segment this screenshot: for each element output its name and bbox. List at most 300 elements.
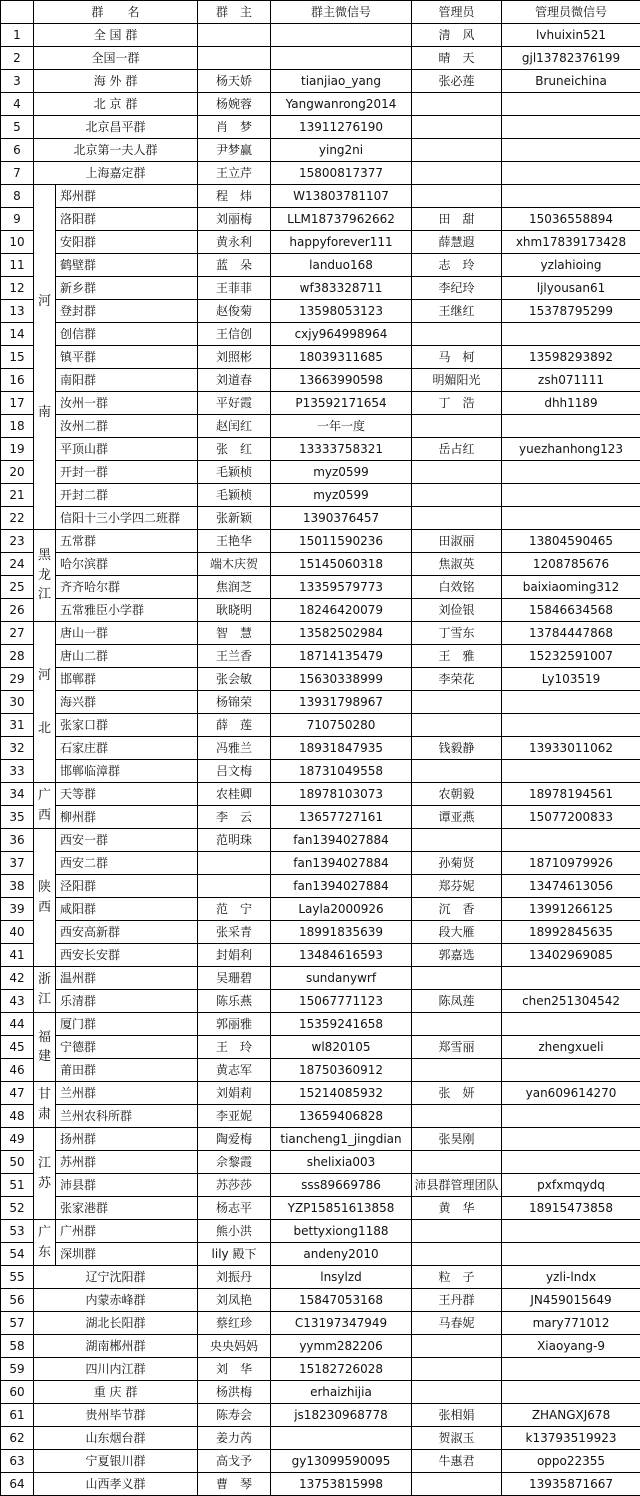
- group-owner: 曹 琴: [198, 1473, 271, 1496]
- owner-wechat-id: myz0599: [271, 461, 412, 484]
- owner-wechat-id: 18991835639: [271, 921, 412, 944]
- admin-name: 薛慧遐: [412, 231, 502, 254]
- table-row: [1, 369, 640, 392]
- table-row: [1, 323, 640, 346]
- group-name: 兰州农科所群: [56, 1105, 198, 1128]
- row-number: 19: [1, 438, 34, 461]
- owner-wechat-id: myz0599: [271, 484, 412, 507]
- row-number: 17: [1, 392, 34, 415]
- table-row: [1, 1289, 640, 1312]
- row-number: 9: [1, 208, 34, 231]
- admin-name: 郭嘉选: [412, 944, 502, 967]
- owner-wechat-id: 15359241658: [271, 1013, 412, 1036]
- owner-wechat-id: sundanywrf: [271, 967, 412, 990]
- owner-wechat-id: 18931847935: [271, 737, 412, 760]
- row-number: 59: [1, 1358, 34, 1381]
- group-name: 北京昌平群: [34, 116, 198, 139]
- group-owner: 程 炜: [198, 185, 271, 208]
- row-number: 1: [1, 24, 34, 47]
- owner-wechat-id: Yangwanrong2014: [271, 93, 412, 116]
- admin-name: [412, 829, 502, 852]
- row-number: 12: [1, 277, 34, 300]
- row-number: 56: [1, 1289, 34, 1312]
- row-number: 10: [1, 231, 34, 254]
- table-row: [1, 24, 640, 47]
- admin-name: 明媚阳光: [412, 369, 502, 392]
- row-number: 2: [1, 47, 34, 70]
- admin-name: [412, 1473, 502, 1496]
- admin-wechat-id: 1208785676: [502, 553, 640, 576]
- admin-wechat-id: [502, 1358, 640, 1381]
- group-name: 内蒙赤峰群: [34, 1289, 198, 1312]
- owner-wechat-id: sss89669786: [271, 1174, 412, 1197]
- admin-name: 焦淑英: [412, 553, 502, 576]
- admin-name: 孙菊贤: [412, 852, 502, 875]
- admin-wechat-id: [502, 1105, 640, 1128]
- table-row: [1, 645, 640, 668]
- admin-name: 白效铭: [412, 576, 502, 599]
- table-row: [1, 1036, 640, 1059]
- row-number: 29: [1, 668, 34, 691]
- table-row: [1, 1381, 640, 1404]
- owner-wechat-id: [271, 1427, 412, 1450]
- group-owner: 王菲菲: [198, 277, 271, 300]
- row-number: 3: [1, 70, 34, 93]
- owner-wechat-id: 13582502984: [271, 622, 412, 645]
- group-owner: 杨洪梅: [198, 1381, 271, 1404]
- admin-name: 张相娟: [412, 1404, 502, 1427]
- group-name: 海兴群: [56, 691, 198, 714]
- group-name: 西安二群: [56, 852, 198, 875]
- table-row: [1, 254, 640, 277]
- owner-wechat-id: 1390376457: [271, 507, 412, 530]
- table-row: [1, 829, 640, 852]
- table-row: [1, 1059, 640, 1082]
- group-name: 咸阳群: [56, 898, 198, 921]
- row-number: 50: [1, 1151, 34, 1174]
- admin-name: 郑芬妮: [412, 875, 502, 898]
- group-owner: 黄志军: [198, 1059, 271, 1082]
- province-char: 西: [36, 898, 53, 918]
- owner-wechat-id: LLM18737962662: [271, 208, 412, 231]
- admin-name: [412, 185, 502, 208]
- admin-wechat-id: ljlyousan61: [502, 277, 640, 300]
- province-char: 江: [36, 1154, 53, 1174]
- group-name: 郑州群: [56, 185, 198, 208]
- admin-wechat-id: JN459015649: [502, 1289, 640, 1312]
- row-number: 5: [1, 116, 34, 139]
- row-number: 15: [1, 346, 34, 369]
- table-row: [1, 530, 640, 553]
- owner-wechat-id: YZP15851613858: [271, 1197, 412, 1220]
- row-number: 8: [1, 185, 34, 208]
- owner-wechat-id: [271, 47, 412, 70]
- admin-name: 李荣花: [412, 668, 502, 691]
- owner-wechat-id: 18714135479: [271, 645, 412, 668]
- province-char: 河: [36, 666, 53, 686]
- owner-wechat-id: C13197347949: [271, 1312, 412, 1335]
- group-owner: [198, 47, 271, 70]
- row-number: 63: [1, 1450, 34, 1473]
- row-number: 39: [1, 898, 34, 921]
- row-number: 62: [1, 1427, 34, 1450]
- group-owner: 农桂卿: [198, 783, 271, 806]
- header-admin: 管理员: [412, 1, 502, 24]
- table-row: [1, 1220, 640, 1243]
- admin-wechat-id: 13784447868: [502, 622, 640, 645]
- group-name: 广州群: [56, 1220, 198, 1243]
- admin-name: [412, 691, 502, 714]
- owner-wechat-id: cxjy964998964: [271, 323, 412, 346]
- group-name: 齐齐哈尔群: [56, 576, 198, 599]
- table-row: [1, 1082, 640, 1105]
- owner-wechat-id: 13663990598: [271, 369, 412, 392]
- table-row: [1, 553, 640, 576]
- admin-name: [412, 93, 502, 116]
- table-row: [1, 1404, 640, 1427]
- table-row: [1, 116, 640, 139]
- group-name: 唐山二群: [56, 645, 198, 668]
- table-row: [1, 185, 640, 208]
- admin-wechat-id: yan609614270: [502, 1082, 640, 1105]
- admin-wechat-id: 15077200833: [502, 806, 640, 829]
- admin-name: [412, 461, 502, 484]
- owner-wechat-id: gy13099590095: [271, 1450, 412, 1473]
- group-owner: 肖 梦: [198, 116, 271, 139]
- group-owner: 张会敏: [198, 668, 271, 691]
- group-name: 宁德群: [56, 1036, 198, 1059]
- table-row: [1, 1197, 640, 1220]
- table-row: [1, 852, 640, 875]
- admin-name: [412, 162, 502, 185]
- group-owner: 毛颖桢: [198, 484, 271, 507]
- group-owner: 刘 华: [198, 1358, 271, 1381]
- admin-wechat-id: xhm17839173428: [502, 231, 640, 254]
- group-name: 湖南郴州群: [34, 1335, 198, 1358]
- owner-wechat-id: 15214085932: [271, 1082, 412, 1105]
- province-label: [34, 829, 56, 967]
- table-row: [1, 392, 640, 415]
- group-owner: 杨锦荣: [198, 691, 271, 714]
- admin-wechat-id: 15378795299: [502, 300, 640, 323]
- admin-wechat-id: yzlahioing: [502, 254, 640, 277]
- admin-wechat-id: [502, 323, 640, 346]
- group-owner: 李 云: [198, 806, 271, 829]
- province-label: [34, 185, 56, 530]
- group-owner: 耿晓明: [198, 599, 271, 622]
- table-row: [1, 668, 640, 691]
- admin-wechat-id: 18915473858: [502, 1197, 640, 1220]
- admin-name: [412, 116, 502, 139]
- group-owner: 熊小洪: [198, 1220, 271, 1243]
- group-name: 山东烟台群: [34, 1427, 198, 1450]
- row-number: 58: [1, 1335, 34, 1358]
- row-number: 27: [1, 622, 34, 645]
- owner-wechat-id: tianjiao_yang: [271, 70, 412, 93]
- row-number: 43: [1, 990, 34, 1013]
- group-owner: 杨婉蓉: [198, 93, 271, 116]
- owner-wechat-id: 13598053123: [271, 300, 412, 323]
- group-owner: 刘娟莉: [198, 1082, 271, 1105]
- province-char: 肃: [36, 1105, 53, 1125]
- admin-name: 王 雅: [412, 645, 502, 668]
- admin-wechat-id: [502, 93, 640, 116]
- admin-name: 陈凤莲: [412, 990, 502, 1013]
- table-row: [1, 599, 640, 622]
- admin-name: 钱毅静: [412, 737, 502, 760]
- admin-name: [412, 1059, 502, 1082]
- row-number: 53: [1, 1220, 34, 1243]
- admin-name: 刘俭银: [412, 599, 502, 622]
- group-owner: 赵闰红: [198, 415, 271, 438]
- owner-wechat-id: fan1394027884: [271, 875, 412, 898]
- row-number: 14: [1, 323, 34, 346]
- admin-wechat-id: [502, 139, 640, 162]
- row-number: 42: [1, 967, 34, 990]
- admin-wechat-id: ZHANGXJ678: [502, 1404, 640, 1427]
- group-name: 北京第一夫人群: [34, 139, 198, 162]
- admin-wechat-id: 13474613056: [502, 875, 640, 898]
- header-admin-wechat: 管理员微信号: [502, 1, 640, 24]
- admin-wechat-id: baixiaoming312: [502, 576, 640, 599]
- owner-wechat-id: 15800817377: [271, 162, 412, 185]
- row-number: 31: [1, 714, 34, 737]
- admin-wechat-id: oppo22355: [502, 1450, 640, 1473]
- owner-wechat-id: 13659406828: [271, 1105, 412, 1128]
- admin-wechat-id: pxfxmqydq: [502, 1174, 640, 1197]
- province-char: 甘: [36, 1085, 53, 1105]
- row-number: 4: [1, 93, 34, 116]
- admin-wechat-id: [502, 415, 640, 438]
- group-name: 柳州群: [56, 806, 198, 829]
- group-name: 镇平群: [56, 346, 198, 369]
- table-row: [1, 944, 640, 967]
- group-owner: 张新颖: [198, 507, 271, 530]
- province-label: [34, 1082, 56, 1128]
- group-name: 石家庄群: [56, 737, 198, 760]
- province-label: [34, 967, 56, 1013]
- row-number: 35: [1, 806, 34, 829]
- group-name: 兰州群: [56, 1082, 198, 1105]
- province-label: [34, 1220, 56, 1266]
- admin-name: 贺淑玉: [412, 1427, 502, 1450]
- group-name: 哈尔滨群: [56, 553, 198, 576]
- admin-wechat-id: 18710979926: [502, 852, 640, 875]
- group-owner: 张 红: [198, 438, 271, 461]
- group-name: 四川内江群: [34, 1358, 198, 1381]
- province-char: 黑: [36, 546, 53, 566]
- province-char: 苏: [36, 1174, 53, 1194]
- group-name: 扬州群: [56, 1128, 198, 1151]
- admin-wechat-id: k13793519923: [502, 1427, 640, 1450]
- group-owner: 尹梦赢: [198, 139, 271, 162]
- row-number: 20: [1, 461, 34, 484]
- row-number: 6: [1, 139, 34, 162]
- group-owner: 封娟利: [198, 944, 271, 967]
- admin-name: 田淑丽: [412, 530, 502, 553]
- owner-wechat-id: erhaizhijia: [271, 1381, 412, 1404]
- admin-name: 谭亚燕: [412, 806, 502, 829]
- admin-wechat-id: zsh071111: [502, 369, 640, 392]
- admin-name: [412, 1243, 502, 1266]
- row-number: 45: [1, 1036, 34, 1059]
- owner-wechat-id: 13931798967: [271, 691, 412, 714]
- owner-wechat-id: yymm282206: [271, 1335, 412, 1358]
- owner-wechat-id: 15145060318: [271, 553, 412, 576]
- group-name: 信阳十三小学四二班群: [56, 507, 198, 530]
- admin-name: 马 柯: [412, 346, 502, 369]
- group-name: 开封一群: [56, 461, 198, 484]
- row-number: 38: [1, 875, 34, 898]
- admin-wechat-id: gjl13782376199: [502, 47, 640, 70]
- group-name: 鹤壁群: [56, 254, 198, 277]
- group-owner: 刘振丹: [198, 1266, 271, 1289]
- header-number: [1, 1, 34, 24]
- province-label: [34, 783, 56, 829]
- admin-name: 沉 香: [412, 898, 502, 921]
- province-label: [34, 1013, 56, 1082]
- admin-name: 丁 浩: [412, 392, 502, 415]
- row-number: 21: [1, 484, 34, 507]
- group-owner: 郭丽雅: [198, 1013, 271, 1036]
- group-owner: 冯雅兰: [198, 737, 271, 760]
- admin-name: [412, 1013, 502, 1036]
- admin-wechat-id: zhengxueli: [502, 1036, 640, 1059]
- province-label: [34, 1128, 56, 1220]
- row-number: 48: [1, 1105, 34, 1128]
- table-row: [1, 921, 640, 944]
- group-name: 唐山一群: [56, 622, 198, 645]
- table-row: [1, 1174, 640, 1197]
- owner-wechat-id: 15630338999: [271, 668, 412, 691]
- group-owner: 刘凤艳: [198, 1289, 271, 1312]
- group-owner: 王兰香: [198, 645, 271, 668]
- admin-name: [412, 484, 502, 507]
- group-owner: 智 慧: [198, 622, 271, 645]
- table-row: [1, 139, 640, 162]
- province-char: 江: [36, 990, 53, 1010]
- group-owner: 姜力芮: [198, 1427, 271, 1450]
- row-number: 16: [1, 369, 34, 392]
- group-name: 平顶山群: [56, 438, 198, 461]
- group-name: 苏州群: [56, 1151, 198, 1174]
- row-number: 55: [1, 1266, 34, 1289]
- admin-wechat-id: 13933011062: [502, 737, 640, 760]
- group-owner: 杨志平: [198, 1197, 271, 1220]
- admin-name: [412, 967, 502, 990]
- group-owner: 范 宁: [198, 898, 271, 921]
- table-row: [1, 576, 640, 599]
- group-owner: 刘照彬: [198, 346, 271, 369]
- table-row: [1, 760, 640, 783]
- table-row: [1, 93, 640, 116]
- admin-name: 黄 华: [412, 1197, 502, 1220]
- row-number: 41: [1, 944, 34, 967]
- province-char: 广: [36, 1223, 53, 1243]
- owner-wechat-id: W13803781107: [271, 185, 412, 208]
- group-owner: lily 殿下: [198, 1243, 271, 1266]
- admin-name: [412, 1220, 502, 1243]
- group-owner: 焦润芝: [198, 576, 271, 599]
- admin-name: [412, 1381, 502, 1404]
- admin-name: 马春妮: [412, 1312, 502, 1335]
- owner-wechat-id: shelixia003: [271, 1151, 412, 1174]
- owner-wechat-id: 15847053168: [271, 1289, 412, 1312]
- table-row: [1, 507, 640, 530]
- group-owner: [198, 875, 271, 898]
- table-row: [1, 1335, 640, 1358]
- admin-name: 王丹群: [412, 1289, 502, 1312]
- table-row: [1, 1151, 640, 1174]
- owner-wechat-id: 13333758321: [271, 438, 412, 461]
- row-number: 7: [1, 162, 34, 185]
- admin-name: 李纪玲: [412, 277, 502, 300]
- admin-name: 张必莲: [412, 70, 502, 93]
- admin-name: 丁雪东: [412, 622, 502, 645]
- admin-wechat-id: 13402969085: [502, 944, 640, 967]
- province-char: 龙: [36, 566, 53, 586]
- owner-wechat-id: 18750360912: [271, 1059, 412, 1082]
- group-owner: 李亚妮: [198, 1105, 271, 1128]
- header-owner-wechat: 群主微信号: [271, 1, 412, 24]
- group-name: 山西孝义群: [34, 1473, 198, 1496]
- group-owner: 陈寿会: [198, 1404, 271, 1427]
- owner-wechat-id: wf383328711: [271, 277, 412, 300]
- owner-wechat-id: js18230968778: [271, 1404, 412, 1427]
- group-owner: 范明珠: [198, 829, 271, 852]
- group-name: 西安长安群: [56, 944, 198, 967]
- province-char: 陕: [36, 878, 53, 898]
- admin-name: [412, 507, 502, 530]
- owner-wechat-id: tiancheng1_jingdian: [271, 1128, 412, 1151]
- group-owner: 王艳华: [198, 530, 271, 553]
- row-number: 24: [1, 553, 34, 576]
- group-name: 湖北长阳群: [34, 1312, 198, 1335]
- table-row: [1, 691, 640, 714]
- admin-wechat-id: [502, 1220, 640, 1243]
- owner-wechat-id: wl820105: [271, 1036, 412, 1059]
- group-name: 莆田群: [56, 1059, 198, 1082]
- table-row: [1, 438, 640, 461]
- header-row: [1, 1, 640, 24]
- group-owner: 赵俊菊: [198, 300, 271, 323]
- owner-wechat-id: fan1394027884: [271, 852, 412, 875]
- row-number: 34: [1, 783, 34, 806]
- table-row: [1, 484, 640, 507]
- province-char: 浙: [36, 970, 53, 990]
- owner-wechat-id: 13753815998: [271, 1473, 412, 1496]
- row-number: 49: [1, 1128, 34, 1151]
- admin-wechat-id: [502, 1013, 640, 1036]
- group-owner: 端木庆贺: [198, 553, 271, 576]
- group-name: 邯郸临漳群: [56, 760, 198, 783]
- table-row: [1, 70, 640, 93]
- group-owner: 佘黎霞: [198, 1151, 271, 1174]
- province-char: 南: [36, 403, 53, 423]
- admin-name: 清 风: [412, 24, 502, 47]
- group-name: 重 庆 群: [34, 1381, 198, 1404]
- admin-name: [412, 760, 502, 783]
- owner-wechat-id: 710750280: [271, 714, 412, 737]
- group-name: 北 京 群: [34, 93, 198, 116]
- table-row: [1, 300, 640, 323]
- admin-wechat-id: chen251304542: [502, 990, 640, 1013]
- group-name: 洛阳群: [56, 208, 198, 231]
- group-owner: 张采青: [198, 921, 271, 944]
- admin-wechat-id: yzli-lndx: [502, 1266, 640, 1289]
- admin-wechat-id: [502, 1381, 640, 1404]
- row-number: 23: [1, 530, 34, 553]
